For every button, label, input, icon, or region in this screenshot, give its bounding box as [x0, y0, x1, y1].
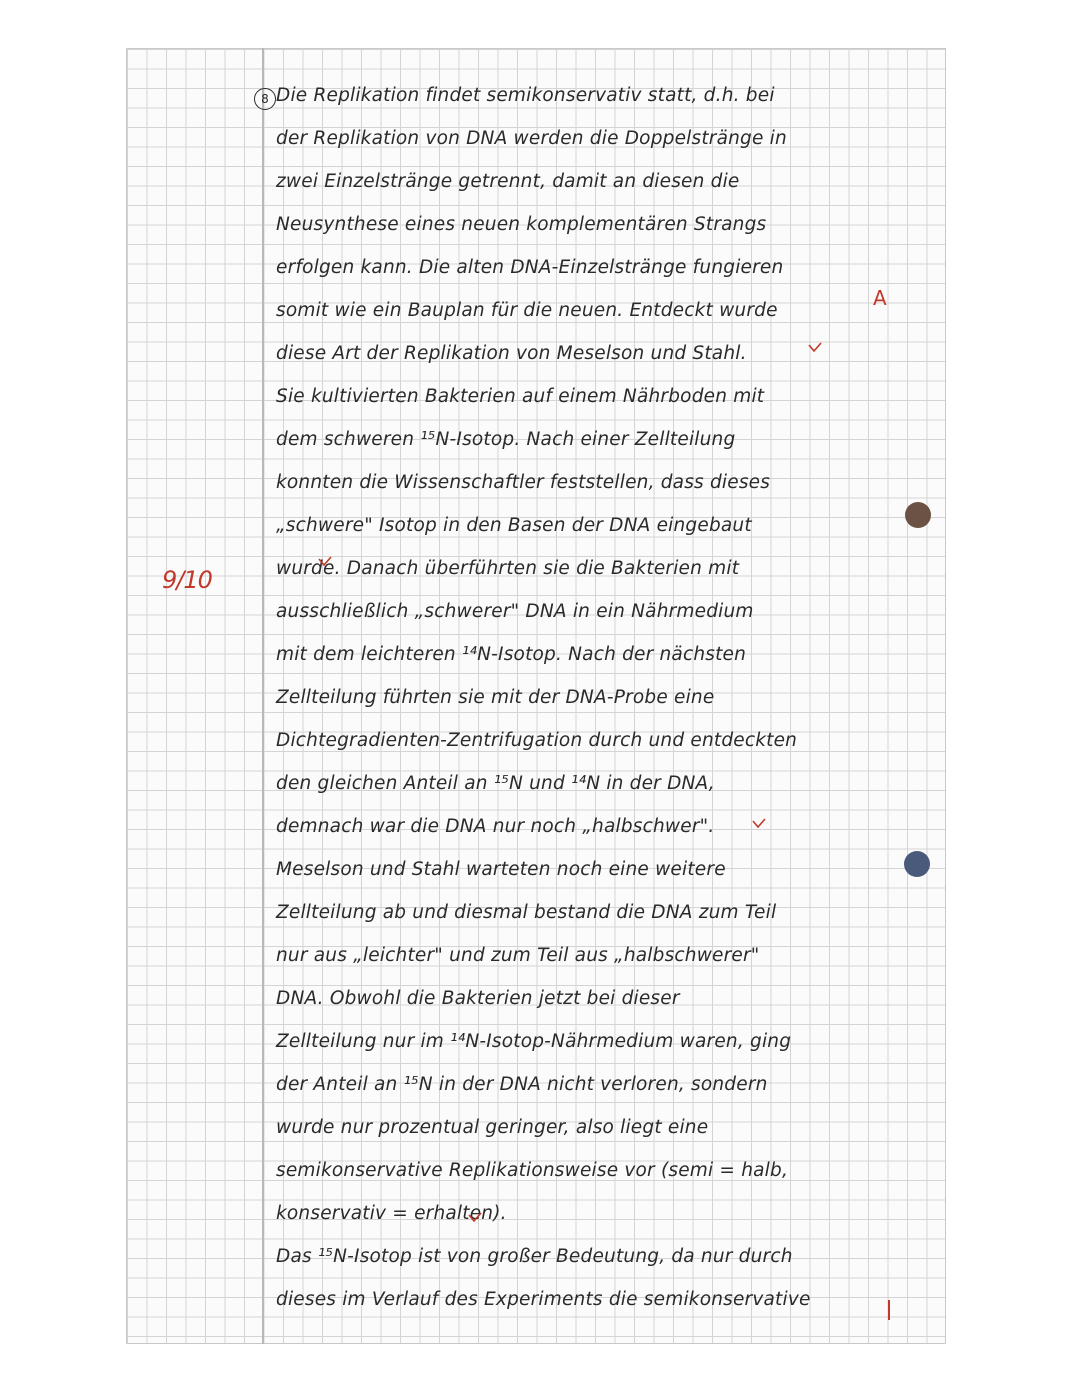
text-line: Meselson und Stahl warteten noch eine weitere: [276, 859, 726, 880]
handwritten-text: [276, 74, 866, 1321]
text-line: zwei Einzelstränge getrennt, damit an diesen die: [276, 171, 740, 192]
text-line: semikonservative Replikationsweise vor (semi = halb,: [276, 1160, 789, 1181]
text-line: somit wie ein Bauplan für die neuen. Entdeckt wurde: [276, 300, 778, 321]
binder-hole-lower: [904, 851, 930, 877]
text-line: der Replikation von DNA werden die Doppelstränge in: [276, 128, 787, 149]
text-line: DNA. Obwohl die Bakterien jetzt bei dieser: [276, 988, 680, 1009]
margin-line: [262, 48, 264, 1344]
text-line: Dichtegradienten-Zentrifugation durch und entdeckten: [276, 730, 798, 751]
text-line: dieses im Verlauf des Experiments die semikonservative: [276, 1289, 811, 1310]
task-number: 8: [254, 88, 276, 110]
text-line: „schwere" Isotop in den Basen der DNA eingebaut: [276, 515, 752, 536]
margin-correction-bar: [888, 1300, 890, 1320]
check-mark-icon: [808, 342, 822, 352]
text-line: der Anteil an ¹⁵N in der DNA nicht verloren, sondern: [276, 1074, 768, 1095]
text-line: nur aus „leichter" und zum Teil aus „halbschwerer": [276, 945, 760, 966]
text-line: konnten die Wissenschaftler feststellen, dass dieses: [276, 472, 771, 493]
text-line: demnach war die DNA nur noch „halbschwer".: [276, 816, 715, 837]
text-line: erfolgen kann. Die alten DNA-Einzelstränge fungieren: [276, 257, 784, 278]
text-line: Sie kultivierten Bakterien auf einem Nährboden mit: [276, 386, 765, 407]
margin-correction-mark: A: [873, 286, 887, 310]
check-mark-icon: [318, 556, 332, 566]
text-line: Das ¹⁵N-Isotop ist von großer Bedeutung, da nur durch: [276, 1246, 793, 1267]
text-line: diese Art der Replikation von Meselson und Stahl.: [276, 343, 747, 364]
text-line: dem schweren ¹⁵N-Isotop. Nach einer Zellteilung: [276, 429, 736, 450]
text-line: Zellteilung nur im ¹⁴N-Isotop-Nährmedium waren, ging: [276, 1031, 792, 1052]
text-line: Zellteilung ab und diesmal bestand die DNA zum Teil: [276, 902, 777, 923]
check-mark-icon: [752, 818, 766, 828]
text-line: den gleichen Anteil an ¹⁵N und ¹⁴N in der DNA,: [276, 773, 715, 794]
text-line: Neusynthese eines neuen komplementären Strangs: [276, 214, 767, 235]
check-mark-icon: [468, 1212, 482, 1222]
text-line: ausschließlich „schwerer" DNA in ein Nährmedium: [276, 601, 754, 622]
binder-hole-upper: [905, 502, 931, 528]
text-line: Die Replikation findet semikonservativ statt, d.h. bei: [276, 85, 775, 106]
text-line: wurde. Danach überführten sie die Bakterien mit: [276, 558, 740, 579]
text-line: Zellteilung führten sie mit der DNA-Probe eine: [276, 687, 715, 708]
text-line: konservativ = erhalten).: [276, 1203, 507, 1224]
score-mark: 9/10: [162, 566, 212, 594]
text-line: wurde nur prozentual geringer, also liegt eine: [276, 1117, 709, 1138]
text-line: mit dem leichteren ¹⁴N-Isotop. Nach der nächsten: [276, 644, 747, 665]
